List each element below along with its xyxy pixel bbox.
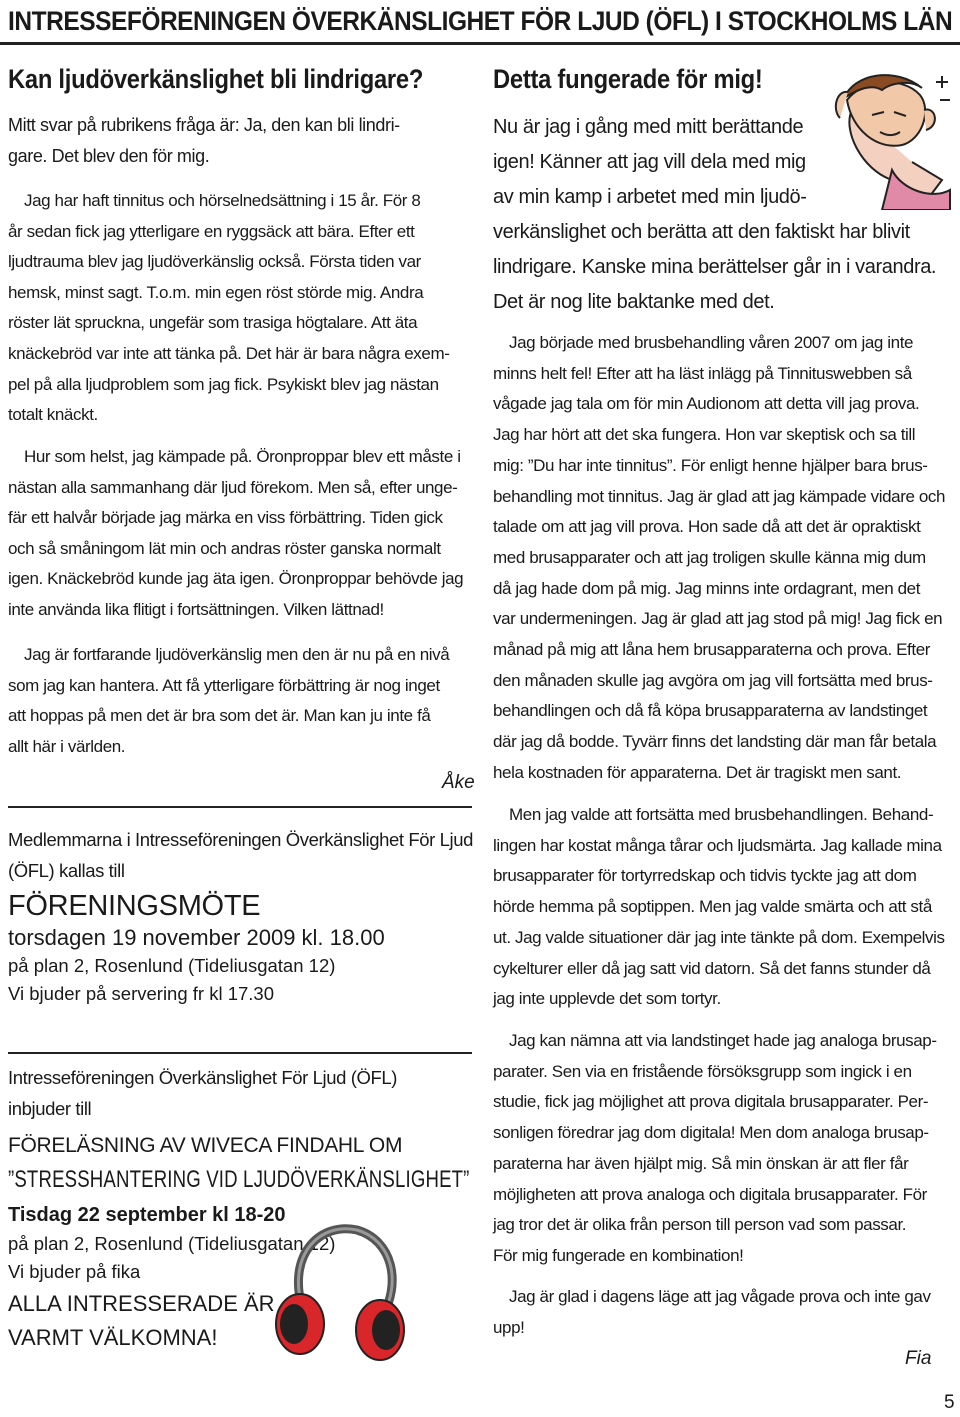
text-line: behandlingen och då få köpa brusapparaterna av landstinget xyxy=(493,701,928,721)
ear-muffs-icon xyxy=(262,1212,412,1372)
text-line: Men jag valde att fortsätta med brusbehandlingen. Behand- xyxy=(509,805,934,824)
text-line: som jag kan hantera. Att få ytterligare förbättring är nog inget xyxy=(8,675,440,695)
text-line: lindrigare. Kanske mina berättelser går in i varandra. xyxy=(493,256,937,278)
left-intro xyxy=(8,110,473,171)
page-number: 5 xyxy=(944,1392,955,1413)
text-line: lingen har kostat många tårar och ljudsmärta. Jag kallade mina xyxy=(493,835,942,855)
lecture-welcome-2: VARMT VÄLKOMNA! xyxy=(8,1325,218,1350)
text-line: och så småningom lät min och andras röster ganska normalt xyxy=(8,538,441,558)
lecture-heading-1: FÖRELÄSNING AV WIVECA FINDAHL OM xyxy=(8,1134,403,1157)
lecture-heading-2: ”STRESSHANTERING VID LJUDÖVERKÄNSLIGHET” xyxy=(8,1166,470,1193)
text-line: Jag kan nämna att via landstinget hade jag analoga brusap- xyxy=(509,1031,937,1050)
text-line: jag tror det är olika från person till person vad som passar. xyxy=(493,1215,907,1235)
page-header-title: INTRESSEFÖRENINGEN ÖVERKÄNSLIGHET FÖR LJUD (ÖFL) I STOCKHOLMS LÄN xyxy=(8,6,953,36)
text-line: nästan alla sammanhang där ljud förekom. Men så, efter unge- xyxy=(8,477,458,497)
text-line: att hoppas på men det är bra som det är. Man kan ju inte få xyxy=(8,706,431,726)
text-line: Nu är jag i gång med mitt berättande xyxy=(493,116,804,138)
text-line: totalt knäckt. xyxy=(8,405,98,425)
text-line: ljudtrauma blev jag ljudöverkänslig också. Första tiden var xyxy=(8,252,421,272)
left-column xyxy=(8,64,475,793)
text-line: hela kostnaden för apparaterna. Det är tragiskt men sant. xyxy=(493,762,902,782)
text-line: Jag började med brusbehandling våren 2007 om jag inte xyxy=(509,333,914,352)
text-line: brusapparater för tortyrredskap och tidvis tyckte jag att dom xyxy=(493,866,917,886)
text-line: parater. Sen via en fristående försöksgrupp som ingick i en xyxy=(493,1061,912,1081)
left-article-body xyxy=(8,110,473,171)
header-divider xyxy=(0,42,960,45)
text-line: fär ett halvår började jag märka en viss förbättring. Tiden gick xyxy=(8,508,443,528)
text-line: där jag då bodde. Tyvärr finns det landsting där man får betala xyxy=(493,732,937,752)
text-line: paraterna har även hjälpt mig. Så min önskan är att fler får xyxy=(493,1153,909,1173)
text-line: jag inte upplevde det som tortyr. xyxy=(493,989,721,1009)
text-line: Det är nog lite baktanke med det. xyxy=(493,291,775,313)
right-paragraph-4 xyxy=(493,1282,958,1343)
text-line: studie, fick jag möjlighet att prova digitala brusapparater. Per- xyxy=(493,1092,929,1112)
left-article-title: Kan ljudöverkänslighet bli lindrigare? xyxy=(8,64,424,94)
text-line: Jag har haft tinnitus och hörselnedsättning i 15 år. För 8 xyxy=(24,191,421,210)
text-line: För mig fungerade en kombination! xyxy=(493,1245,744,1265)
right-paragraph-1 xyxy=(493,328,958,789)
text-line: pel på alla ljudproblem som jag fick. Psykiskt blev jag nästan xyxy=(8,374,439,394)
text-line: av min kamp i arbetet med min ljudö- xyxy=(493,186,807,208)
lecture-date: Tisdag 22 september kl 18-20 xyxy=(8,1204,286,1226)
left-paragraph-1 xyxy=(8,186,473,431)
text-line: cykelturer eller då jag satt vid datorn. Så det fanns stunder då xyxy=(493,958,931,978)
left-paragraph-3 xyxy=(8,640,473,762)
meeting-heading: FÖRENINGSMÖTE xyxy=(8,890,261,922)
person-covering-ears-icon xyxy=(832,70,958,210)
section-divider xyxy=(8,1052,472,1054)
text-line: var undermeningen. Jag är glad att jag stod på mig! Jag fick en xyxy=(493,609,943,629)
text-line: verkänslighet och berätta att den faktiskt har blivit xyxy=(493,221,910,243)
text-line: hörde hemma på soptippen. Men jag valde smärta och att stå xyxy=(493,897,932,917)
lecture-invite-line: Intresseföreningen Överkänslighet För Ljud (ÖFL) xyxy=(8,1067,398,1088)
text-line: Hur som helst, jag kämpade på. Öronproppar blev ett måste i xyxy=(24,447,461,466)
right-signature: Fia xyxy=(905,1348,932,1369)
text-line: år sedan fick jag ytterligare en ryggsäck att bära. Efter ett xyxy=(8,221,415,241)
text-line: Jag är fortfarande ljudöverkänslig men den är nu på en nivå xyxy=(24,645,450,664)
text-line: gare. Det blev den för mig. xyxy=(8,145,210,166)
text-line: ut. Jag valde situationer där jag inte tänkte på dom. Exempelvis xyxy=(493,927,945,947)
section-divider xyxy=(8,806,472,808)
text-line: vågade jag tala om för min Audionom att detta vill jag prova. xyxy=(493,394,920,414)
text-line: minns helt fel! Efter att ha läst inlägg på Tinnituswebben så xyxy=(493,363,912,383)
text-line: igen! Känner att jag vill dela med mig xyxy=(493,151,806,173)
meeting-date: torsdagen 19 november 2009 kl. 18.00 xyxy=(8,925,385,950)
text-line: mig: ”Du har inte tinnitus”. För enligt henne hjälper bara brus- xyxy=(493,455,928,475)
text-line: hemsk, minst sagt. T.o.m. min egen röst störde mig. Andra xyxy=(8,282,424,302)
text-line: månad på mig att låna hem brusapparaterna och prova. Efter xyxy=(493,640,931,660)
left-signature: Åke xyxy=(442,772,475,793)
text-line: sonligen föredrar jag dom digitala! Men dom analoga brusap- xyxy=(493,1123,929,1143)
lecture-invite-line: inbjuder till xyxy=(8,1098,92,1119)
text-line: Jag är glad i dagens läge att jag vågade prova och inte gav xyxy=(509,1287,931,1306)
text-line: då jag hade dom på mig. Jag minns inte ordagrant, men det xyxy=(493,578,921,598)
text-line: allt här i världen. xyxy=(8,736,126,756)
page-header xyxy=(0,0,960,42)
right-paragraph-3 xyxy=(493,1026,958,1272)
text-line: Jag har hört att det ska fungera. Hon var skeptisk och sa till xyxy=(493,425,916,445)
text-line: igen. Knäckebröd kunde jag äta igen. Öronproppar behövde jag xyxy=(8,569,464,589)
right-article-title: Detta fungerade för mig! xyxy=(493,64,763,94)
text-line: inte använda lika flitigt i fortsättningen. Vilken lättnad! xyxy=(8,599,384,619)
meeting-notice xyxy=(8,824,473,1005)
lecture-welcome-1: ALLA INTRESSERADE ÄR xyxy=(8,1291,275,1316)
meeting-serving: Vi bjuder på servering fr kl 17.30 xyxy=(8,983,275,1004)
meeting-place: på plan 2, Rosenlund (Tideliusgatan 12) xyxy=(8,955,336,976)
left-paragraph-2 xyxy=(8,442,473,626)
text-line: med brusapparater och att jag troligen skulle känna mig dum xyxy=(493,547,926,567)
meeting-invite-line: Medlemmarna i Intresseföreningen Överkänslighet För Ljud xyxy=(8,829,474,850)
text-line: upp! xyxy=(493,1317,525,1337)
text-line: möjligheten att prova analoga och digitala brusapparater. För xyxy=(493,1184,927,1204)
lecture-serving: Vi bjuder på fika xyxy=(8,1261,141,1282)
text-line: talade om att jag vill prova. Hon sade då att det är opraktiskt xyxy=(493,517,921,537)
meeting-invite-line: (ÖFL) kallas till xyxy=(8,860,125,881)
text-line: knäckebröd var inte att tänka på. Det här är bara några exem- xyxy=(8,343,450,363)
text-line: den månaden skulle jag avgöra om jag vill fortsätta med brus- xyxy=(493,670,933,690)
lecture-place: på plan 2, Rosenlund (Tideliusgatan 12) xyxy=(8,1233,336,1254)
text-line: röster lät spruckna, ungefär som trasiga högtalare. Att äta xyxy=(8,313,418,333)
right-paragraph-2 xyxy=(493,800,958,1015)
text-line: behandling mot tinnitus. Jag är glad att jag kämpade vidare och xyxy=(493,486,946,506)
text-line: Mitt svar på rubrikens fråga är: Ja, den kan bli lindri- xyxy=(8,115,400,135)
